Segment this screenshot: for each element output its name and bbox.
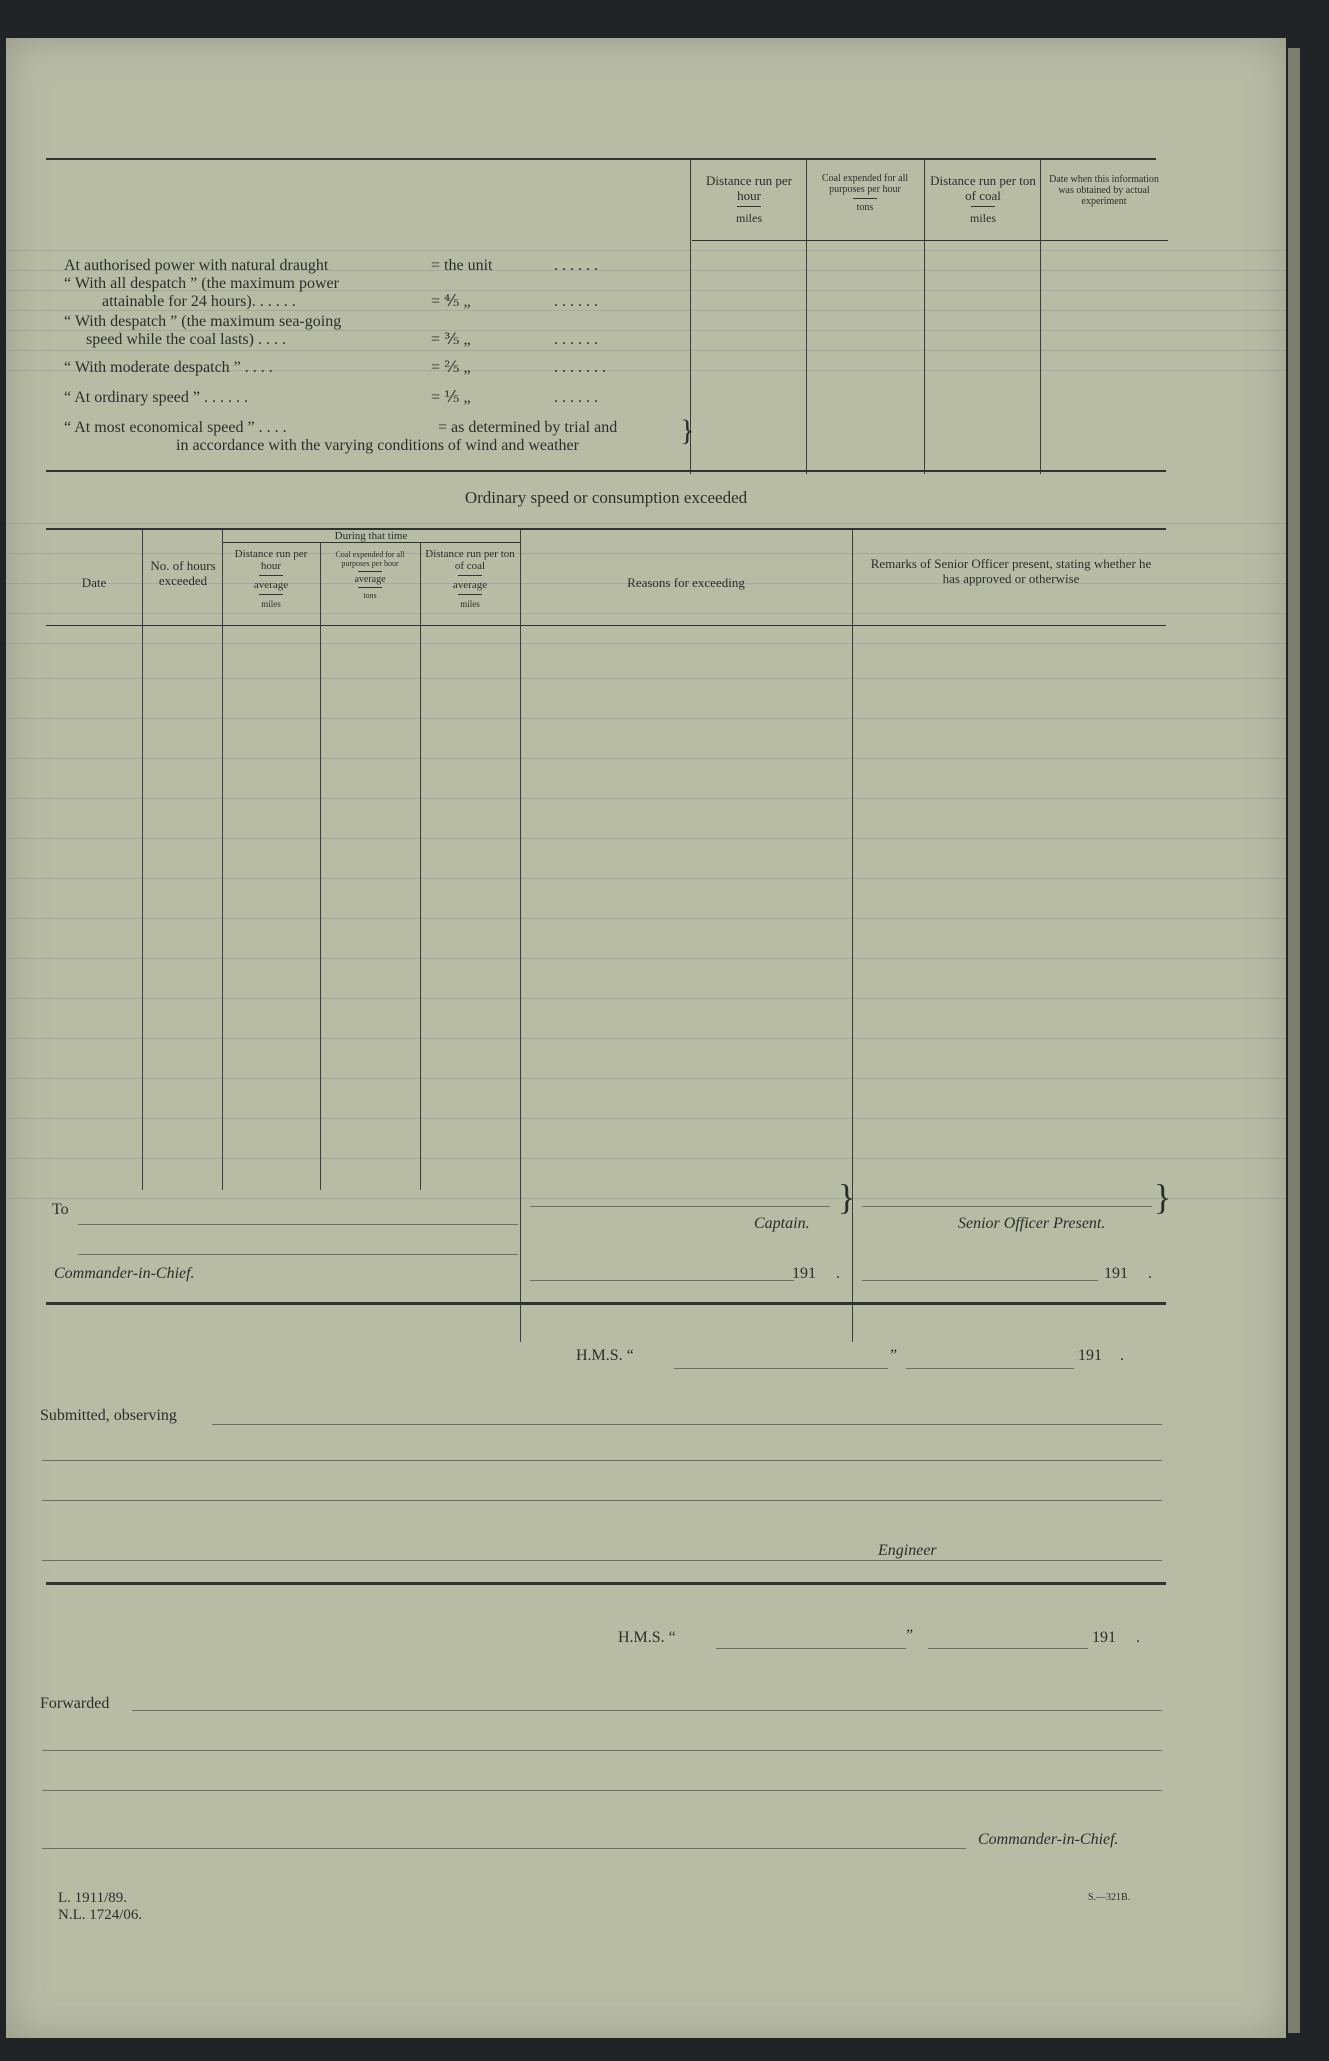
header-coal-expended: Coal expended for all purposes per hour tons [821,173,909,213]
header-reasons: Reasons for exceeding [627,575,745,590]
engineer-label: Engineer [878,1542,937,1559]
senior-year: 191 [1104,1265,1128,1282]
engineer-year: 191 [1078,1347,1102,1364]
senior-brace: } [1154,1177,1172,1217]
senior-officer-label: Senior Officer Present. [958,1215,1106,1232]
header-exc-per-ton: Distance run per ton of coal average miles [425,548,515,609]
row-authorised-eq: = the unit [431,257,493,274]
submitted-label: Submitted, observing [40,1407,177,1424]
header-date: Date [81,575,107,590]
row-ordinary-dots: . . . . . . [554,389,598,406]
captain-year-period: . [836,1265,840,1282]
to-label: To [52,1201,69,1218]
header-remarks: Remarks of Senior Officer present, stating whether he has approved or otherwise [870,556,1152,586]
captain-label: Captain. [754,1215,810,1232]
header-exc-coal: Coal expended for all purposes per hour average tons [335,550,405,600]
senior-year-period: . [1148,1265,1152,1282]
engineer-close-quote: ” [890,1347,898,1364]
during-that-time: During that time [334,530,408,542]
row-all-despatch-eq: = ⅘ „ [431,293,471,310]
header-date-obtained: Date when this information was obtained by actual experiment [1049,174,1159,207]
forward-close-quote: ” [906,1627,914,1644]
row-despatch-eq: = ⅗ „ [431,331,471,348]
header-distance-run: Distance run per hour miles [706,173,792,225]
footer-ref-1: L. 1911/89. [58,1890,128,1906]
row-economical-label: “ At most economical speed ” . . . . [64,419,287,436]
row-moderate-eq: = ⅖ „ [431,359,471,376]
forward-cinc-label: Commander-in-Chief. [978,1831,1119,1848]
form-number: S.—321B. [1088,1892,1131,1903]
cinc-label: Commander-in-Chief. [54,1265,195,1282]
row-moderate-label: “ With moderate despatch ” . . . . [64,359,273,376]
engineer-hms-label: H.M.S. “ [576,1347,634,1364]
row-despatch-label-2: speed while the coal lasts) . . . . [86,331,286,348]
exceeded-title: Ordinary speed or consumption exceeded [464,488,748,507]
footer-ref-2: N.L. 1724/06. [58,1907,143,1923]
row-despatch-label: “ With despatch ” (the maximum sea-going [64,313,342,330]
forwarded-label: Forwarded [40,1695,110,1712]
captain-year: 191 [792,1265,816,1282]
page-edge [1288,48,1300,2033]
header-exc-distance: Distance run per hour average miles [234,548,308,609]
header-distance-per-ton: Distance run per ton of coal miles [930,173,1036,225]
row-ordinary-eq: = ⅕ „ [431,389,471,406]
forward-year-period: . [1136,1629,1140,1646]
row-ordinary-label: “ At ordinary speed ” . . . . . . [64,389,248,406]
header-hours-exceeded: No. of hours exceeded [150,558,216,588]
form-page [6,38,1286,2038]
row-authorised-dots: . . . . . . [554,257,598,274]
forward-year: 191 [1092,1629,1116,1646]
engineer-year-period: . [1120,1347,1124,1364]
row-all-despatch-label-2: attainable for 24 hours). . . . . . [102,293,296,310]
row-authorised-label: At authorised power with natural draught [64,257,329,274]
brace-economical: } [680,414,695,447]
captain-brace: } [838,1177,856,1217]
row-all-despatch-label: “ With all despatch ” (the maximum power [64,275,339,292]
row-despatch-dots: . . . . . . [554,331,598,348]
row-moderate-dots: . . . . . . . [554,359,606,376]
row-economical-eq: = as determined by trial and [438,419,618,436]
row-all-despatch-dots: . . . . . . [554,293,598,310]
forward-hms-label: H.M.S. “ [618,1629,676,1646]
row-economical-label-2: in accordance with the varying conditions of wind and weather [176,437,579,454]
